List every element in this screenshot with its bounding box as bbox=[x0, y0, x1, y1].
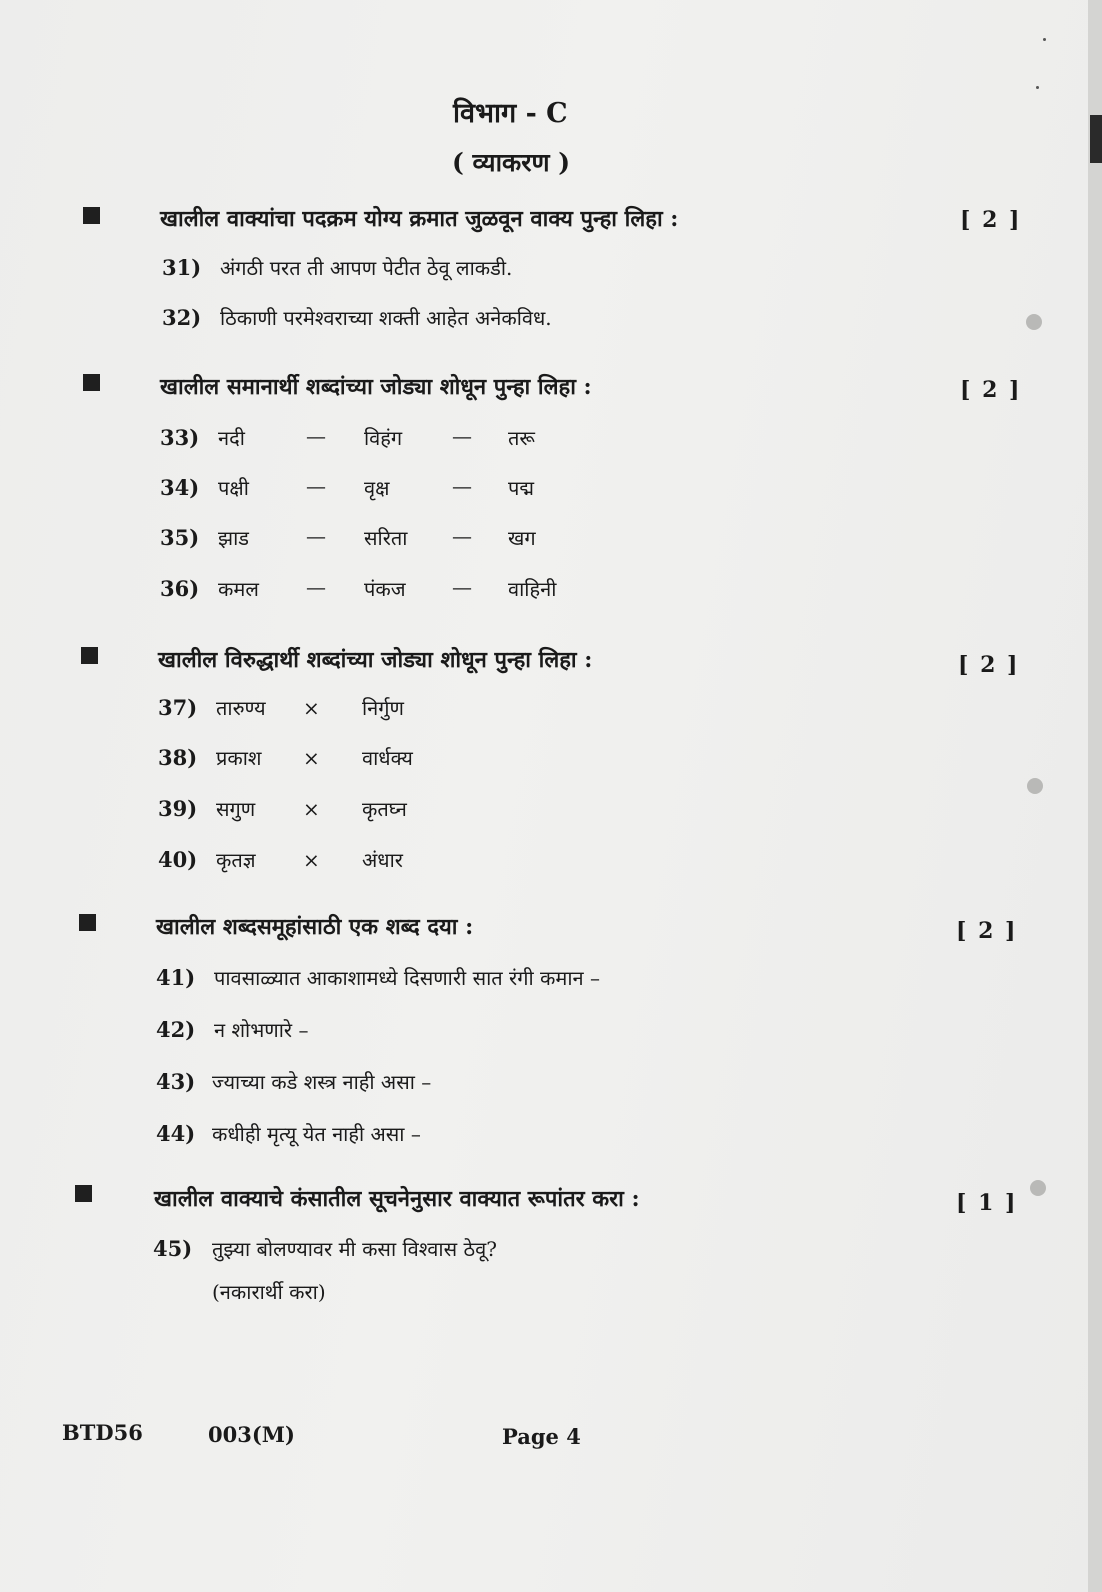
footer-paper: 003(M) bbox=[208, 1422, 295, 1447]
word-a: नदी bbox=[218, 426, 245, 450]
question-number: 34) bbox=[160, 475, 200, 500]
word-a: कमल bbox=[218, 577, 259, 601]
word-b: अंधार bbox=[362, 848, 403, 872]
cross-sign: × bbox=[303, 696, 320, 720]
question-text: न शोभणारे – bbox=[214, 1018, 309, 1042]
question-number: 38) bbox=[158, 745, 198, 770]
section-subtitle: ( व्याकरण ) bbox=[452, 148, 571, 177]
question-number: 33) bbox=[160, 425, 200, 450]
dash: — bbox=[452, 474, 472, 498]
bullet-icon bbox=[81, 647, 98, 664]
question-number: 39) bbox=[158, 796, 198, 821]
word-a: सगुण bbox=[216, 797, 256, 821]
question-number: 32) bbox=[162, 305, 202, 330]
word-a: तारुण्य bbox=[216, 696, 266, 720]
bullet-icon bbox=[83, 374, 100, 391]
cross-sign: × bbox=[303, 797, 320, 821]
footer-page-number: Page 4 bbox=[502, 1424, 581, 1449]
question-number: 43) bbox=[156, 1069, 196, 1094]
dash: — bbox=[306, 424, 326, 448]
word-b: वार्धक्य bbox=[362, 746, 413, 770]
binding-mark bbox=[1090, 115, 1102, 163]
word-b: सरिता bbox=[364, 526, 408, 550]
cross-sign: × bbox=[303, 848, 320, 872]
word-a: कृतज्ञ bbox=[216, 848, 256, 872]
question-number: 41) bbox=[156, 965, 196, 990]
dash: — bbox=[306, 474, 326, 498]
word-c: तरू bbox=[508, 426, 535, 450]
question-number: 35) bbox=[160, 525, 200, 550]
question-number: 36) bbox=[160, 576, 200, 601]
word-b: पंकज bbox=[364, 577, 406, 601]
question-number: 31) bbox=[162, 255, 202, 280]
page-edge bbox=[1088, 0, 1102, 1592]
question-text: ठिकाणी परमेश्वराच्या शक्ती आहेत अनेकविध. bbox=[220, 306, 552, 330]
word-a: प्रकाश bbox=[216, 746, 262, 770]
word-b: कृतघ्न bbox=[362, 797, 407, 821]
question-heading-transform: खालील वाक्याचे कंसातील सूचनेनुसार वाक्यात रूपांतर करा : bbox=[154, 1186, 640, 1212]
question-text: तुझ्या बोलण्यावर मी कसा विश्वास ठेवू? bbox=[212, 1237, 497, 1261]
dash: — bbox=[306, 524, 326, 548]
dash: — bbox=[452, 424, 472, 448]
bullet-icon bbox=[75, 1185, 92, 1202]
punch-hole bbox=[1030, 1180, 1046, 1196]
marks-reorder: [ 2 ] bbox=[960, 207, 1022, 233]
punch-hole bbox=[1026, 314, 1042, 330]
bullet-icon bbox=[83, 207, 100, 224]
question-instruction: (नकारार्थी करा) bbox=[212, 1280, 326, 1304]
dash: — bbox=[306, 575, 326, 599]
question-text: कधीही मृत्यू येत नाही असा – bbox=[212, 1122, 421, 1146]
word-a: झाड bbox=[218, 526, 249, 550]
question-text: ज्याच्या कडे शस्त्र नाही असा – bbox=[212, 1070, 432, 1094]
word-b: निर्गुण bbox=[362, 696, 404, 720]
dash: — bbox=[452, 575, 472, 599]
speck bbox=[1036, 86, 1039, 89]
word-c: पद्म bbox=[508, 476, 535, 500]
question-heading-one-word: खालील शब्दसमूहांसाठी एक शब्द दया : bbox=[156, 914, 474, 940]
question-text: अंगठी परत ती आपण पेटीत ठेवू लाकडी. bbox=[220, 256, 513, 280]
cross-sign: × bbox=[303, 746, 320, 770]
marks-transform: [ 1 ] bbox=[956, 1190, 1018, 1216]
punch-hole bbox=[1027, 778, 1043, 794]
word-c: खग bbox=[508, 526, 536, 550]
question-number: 42) bbox=[156, 1017, 196, 1042]
question-heading-synonyms: खालील समानार्थी शब्दांच्या जोड्या शोधून पुन्हा लिहा : bbox=[160, 374, 592, 400]
marks-one-word: [ 2 ] bbox=[956, 918, 1018, 944]
section-title: विभाग - C bbox=[453, 98, 568, 129]
word-c: वाहिनी bbox=[508, 577, 557, 601]
question-text: पावसाळ्यात आकाशामध्ये दिसणारी सात रंगी कमान – bbox=[214, 966, 600, 990]
speck bbox=[1043, 38, 1046, 41]
question-heading-antonyms: खालील विरुद्धार्थी शब्दांच्या जोड्या शोधून पुन्हा लिहा : bbox=[158, 647, 593, 673]
marks-synonyms: [ 2 ] bbox=[960, 377, 1022, 403]
word-b: वृक्ष bbox=[364, 476, 390, 500]
question-number: 44) bbox=[156, 1121, 196, 1146]
marks-antonyms: [ 2 ] bbox=[958, 652, 1020, 678]
question-number: 45) bbox=[153, 1236, 193, 1261]
question-heading-reorder: खालील वाक्यांचा पदक्रम योग्य क्रमात जुळवून वाक्य पुन्हा लिहा : bbox=[160, 206, 679, 232]
word-a: पक्षी bbox=[218, 476, 249, 500]
word-b: विहंग bbox=[364, 426, 403, 450]
footer-code: BTD56 bbox=[62, 1420, 143, 1445]
question-number: 37) bbox=[158, 695, 198, 720]
bullet-icon bbox=[79, 914, 96, 931]
dash: — bbox=[452, 524, 472, 548]
question-number: 40) bbox=[158, 847, 198, 872]
